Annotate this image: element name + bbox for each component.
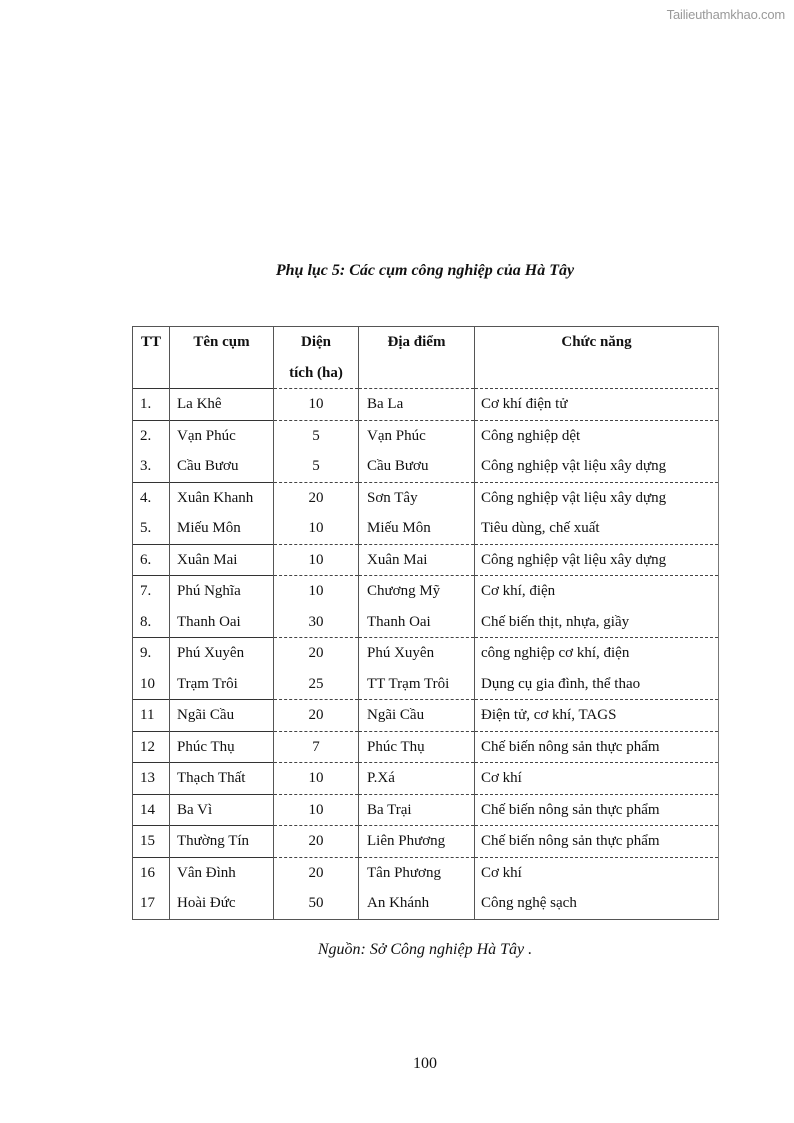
cell-area: 50 — [274, 888, 359, 919]
cell-area: 5 — [274, 451, 359, 482]
cell-name: Ba Vì — [170, 794, 274, 826]
cell-location: Phú Xuyên — [359, 638, 475, 669]
cell-location: Xuân Mai — [359, 544, 475, 576]
cell-area: 10 — [274, 763, 359, 795]
cell-name: Phú Nghĩa — [170, 576, 274, 607]
cell-area: 20 — [274, 857, 359, 888]
cell-function: Tiêu dùng, chế xuất — [475, 513, 719, 544]
cell-tt: 13 — [133, 763, 170, 795]
cell-location: Thanh Oai — [359, 607, 475, 638]
cell-location: Ngãi Cầu — [359, 700, 475, 732]
table-header-row — [133, 327, 719, 389]
page-title: Phụ lục 5: Các cụm công nghiệp của Hà Tây — [275, 262, 575, 279]
table-row — [133, 700, 719, 732]
cell-name: La Khê — [170, 389, 274, 421]
cell-tt: 9. — [133, 638, 170, 669]
table-row — [133, 763, 719, 795]
cell-tt: 15 — [133, 826, 170, 858]
cell-tt: 3. — [133, 451, 170, 482]
cell-tt: 6. — [133, 544, 170, 576]
cell-name: Xuân Mai — [170, 544, 274, 576]
cell-name: Trạm Trôi — [170, 669, 274, 700]
cell-name: Vạn Phúc — [170, 420, 274, 451]
cell-area: 10 — [274, 513, 359, 544]
cell-function: Cơ khí — [475, 857, 719, 888]
cell-area: 30 — [274, 607, 359, 638]
cell-area: 10 — [274, 576, 359, 607]
cell-function: Điện tử, cơ khí, TAGS — [475, 700, 719, 732]
cell-name: Ngãi Cầu — [170, 700, 274, 732]
header-name: Tên cụm — [170, 327, 274, 389]
cell-area: 20 — [274, 700, 359, 732]
header-area-line2: tích (ha) — [289, 364, 343, 381]
cell-tt: 7. — [133, 576, 170, 607]
cell-location: Liên Phương — [359, 826, 475, 858]
watermark: Tailieuthamkhao.com — [666, 7, 785, 22]
cell-name: Thạch Thất — [170, 763, 274, 795]
table-row — [133, 638, 719, 669]
cell-function: Công nghiệp vật liệu xây dựng — [475, 544, 719, 576]
cell-function: Dụng cụ gia đình, thể thao — [475, 669, 719, 700]
cell-tt: 14 — [133, 794, 170, 826]
cell-location: Vạn Phúc — [359, 420, 475, 451]
cell-area: 10 — [274, 389, 359, 421]
cell-area: 20 — [274, 482, 359, 513]
cell-name: Xuân Khanh — [170, 482, 274, 513]
cell-function: Công nghiệp vật liệu xây dựng — [475, 451, 719, 482]
cell-tt: 2. — [133, 420, 170, 451]
page-number: 100 — [413, 1055, 437, 1072]
cell-area: 7 — [274, 731, 359, 763]
cell-function: Công nghiệp vật liệu xây dựng — [475, 482, 719, 513]
cell-function: Cơ khí — [475, 763, 719, 795]
cell-location: Sơn Tây — [359, 482, 475, 513]
cell-function: Công nghệ sạch — [475, 888, 719, 919]
cell-area: 20 — [274, 638, 359, 669]
cell-location: An Khánh — [359, 888, 475, 919]
cell-tt: 1. — [133, 389, 170, 421]
industrial-clusters-table — [132, 326, 719, 920]
cell-name: Cầu Bươu — [170, 451, 274, 482]
table-row — [133, 513, 719, 544]
cell-tt: 16 — [133, 857, 170, 888]
table-row — [133, 888, 719, 919]
cell-area: 25 — [274, 669, 359, 700]
cell-name: Thường Tín — [170, 826, 274, 858]
cell-area: 20 — [274, 826, 359, 858]
cell-tt: 17 — [133, 888, 170, 919]
source-note: Nguồn: Sở Công nghiệp Hà Tây . — [317, 941, 533, 958]
cell-location: Cầu Bươu — [359, 451, 475, 482]
cell-tt: 11 — [133, 700, 170, 732]
cell-location: Miếu Môn — [359, 513, 475, 544]
cell-function: Cơ khí điện tử — [475, 389, 719, 421]
table-row — [133, 420, 719, 451]
table-row — [133, 607, 719, 638]
cell-location: P.Xá — [359, 763, 475, 795]
cell-location: Phúc Thụ — [359, 731, 475, 763]
cell-function: Công nghiệp dệt — [475, 420, 719, 451]
table-row — [133, 482, 719, 513]
cell-tt: 5. — [133, 513, 170, 544]
table-row — [133, 826, 719, 858]
header-area — [274, 327, 359, 389]
table-row — [133, 544, 719, 576]
cell-function: Chế biến nông sản thực phẩm — [475, 826, 719, 858]
table-row — [133, 669, 719, 700]
cell-name: Phúc Thụ — [170, 731, 274, 763]
cell-function: Chế biến thịt, nhựa, giầy — [475, 607, 719, 638]
cell-function: Chế biến nông sản thực phẩm — [475, 794, 719, 826]
cell-name: Thanh Oai — [170, 607, 274, 638]
table-row — [133, 451, 719, 482]
cell-function: Chế biến nông sản thực phẩm — [475, 731, 719, 763]
cell-location: TT Trạm Trôi — [359, 669, 475, 700]
cell-location: Tân Phương — [359, 857, 475, 888]
cell-name: Phú Xuyên — [170, 638, 274, 669]
cell-name: Miếu Môn — [170, 513, 274, 544]
header-function: Chức năng — [475, 327, 719, 389]
table-row — [133, 857, 719, 888]
cell-function: công nghiệp cơ khí, điện — [475, 638, 719, 669]
cell-area: 10 — [274, 794, 359, 826]
table-row — [133, 794, 719, 826]
table-row — [133, 389, 719, 421]
cell-location: Ba Trại — [359, 794, 475, 826]
cell-tt: 12 — [133, 731, 170, 763]
cell-tt: 8. — [133, 607, 170, 638]
cell-area: 10 — [274, 544, 359, 576]
cell-function: Cơ khí, điện — [475, 576, 719, 607]
cell-name: Hoài Đức — [170, 888, 274, 919]
cell-location: Ba La — [359, 389, 475, 421]
cell-tt: 10 — [133, 669, 170, 700]
header-area-line1: Diện — [301, 334, 331, 350]
cell-name: Vân Đình — [170, 857, 274, 888]
cell-area: 5 — [274, 420, 359, 451]
header-location: Địa điểm — [359, 327, 475, 389]
table-row — [133, 731, 719, 763]
cell-tt: 4. — [133, 482, 170, 513]
cell-location: Chương Mỹ — [359, 576, 475, 607]
table-row — [133, 576, 719, 607]
header-tt: TT — [133, 327, 170, 389]
